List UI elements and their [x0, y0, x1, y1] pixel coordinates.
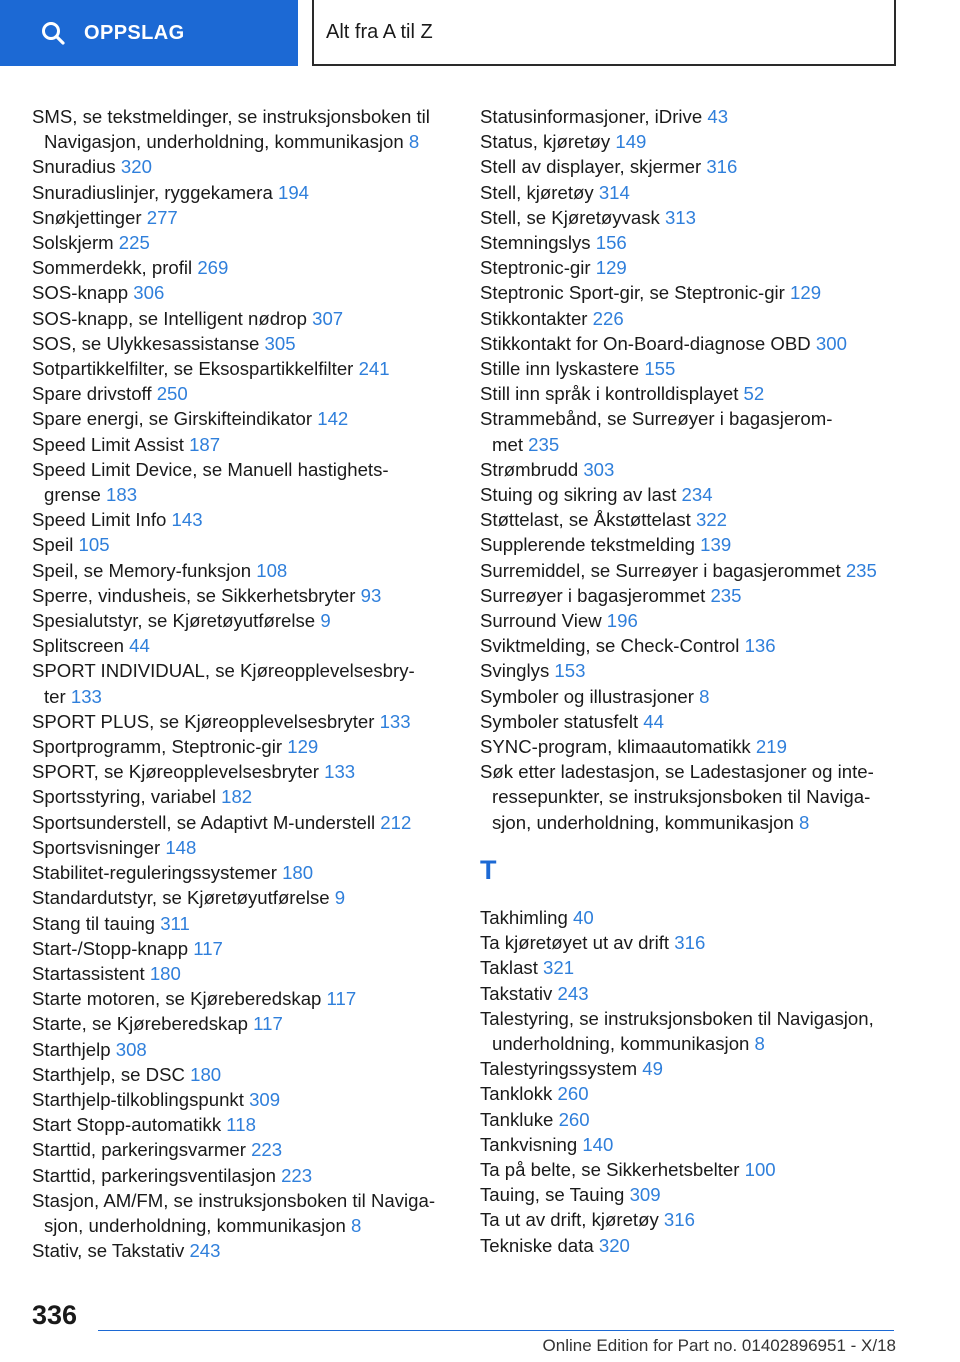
index-entry-text: SPORT, se Kjøreopplevelsesbryter	[32, 761, 319, 783]
index-entry-text: Speed Limit Device, se Manuell hastighets-	[32, 458, 389, 480]
page-link[interactable]: 49	[642, 1058, 663, 1080]
index-entry-text: Splitscreen	[32, 635, 124, 657]
index-entry	[480, 381, 910, 406]
index-entry	[32, 633, 472, 658]
index-entry-text: Snuradiuslinjer, ryggekamera	[32, 181, 273, 203]
index-entry	[32, 457, 472, 507]
index-entry	[480, 255, 910, 280]
page-link[interactable]: 243	[189, 1240, 221, 1262]
index-group-s	[480, 104, 910, 835]
page-link[interactable]: 118	[226, 1114, 256, 1136]
index-entry-text: Surreøyer i bagasjerommet	[480, 584, 706, 606]
index-entry-text: Takhimling	[480, 906, 568, 928]
index-entry-text: SOS-knapp	[32, 282, 129, 304]
index-entry-text: Stemningslys	[480, 232, 591, 254]
search-button[interactable]	[0, 0, 298, 66]
index-entry	[480, 583, 910, 608]
page-link[interactable]: 156	[595, 232, 627, 254]
index-entry-text: SOS-knapp, se Intelligent nødrop	[32, 307, 307, 329]
index-entry	[480, 230, 910, 255]
index-entry-text: Stell av displayer, skjermer	[480, 156, 702, 178]
index-entry-text: ressepunkter, se instruksjonsboken til Naviga-	[492, 786, 871, 808]
index-entry-text: Stell, se Kjøretøyvask	[480, 206, 660, 228]
search-icon	[40, 20, 66, 46]
page-link[interactable]: 129	[287, 736, 319, 758]
index-entry	[32, 1087, 472, 1112]
page-link[interactable]: 139	[700, 534, 732, 556]
index-entry-text: Starthjelp-tilkoblingspunkt	[32, 1088, 244, 1110]
index-entry	[480, 1006, 910, 1056]
index-entry-text: Steptronic-gir	[480, 257, 591, 279]
index-entry	[480, 1107, 910, 1132]
index-entry-text: Symboler statusfelt	[480, 710, 639, 732]
index-entry	[32, 356, 472, 381]
search-label: OPPSLAG	[84, 21, 185, 44]
index-entry	[32, 1137, 472, 1162]
index-entry-text: Stang til tauing	[32, 912, 156, 934]
index-entry	[32, 280, 472, 305]
index-entry-text: Sportsunderstell, se Adaptivt M-understell	[32, 811, 376, 833]
index-entry-text: Starthjelp	[32, 1038, 111, 1060]
index-entry	[480, 331, 910, 356]
index-entry-text: Speed Limit Info	[32, 509, 167, 531]
index-entry-text: Ta ut av drift, kjøretøy	[480, 1209, 659, 1231]
index-entry	[480, 1207, 910, 1232]
page-link[interactable]: 243	[557, 982, 589, 1004]
section-letter-heading: T	[480, 854, 497, 885]
index-entry	[32, 532, 472, 557]
page-link[interactable]: 320	[598, 1234, 630, 1256]
index-entry	[480, 1233, 910, 1258]
index-entry	[32, 759, 472, 784]
index-entry-text: Steptronic Sport-gir, se Steptronic-gir	[480, 282, 785, 304]
index-entry	[480, 457, 910, 482]
index-entry	[480, 482, 910, 507]
index-entry	[480, 1132, 910, 1157]
page-link[interactable]: 300	[815, 332, 847, 354]
page-link[interactable]: 148	[165, 836, 197, 858]
page-link[interactable]: 142	[317, 408, 349, 430]
page-number: 336	[32, 1300, 78, 1330]
index-entry	[32, 835, 472, 860]
page-link[interactable]: 100	[744, 1158, 776, 1180]
page-link[interactable]: 194	[277, 181, 310, 203]
page-link[interactable]: 117	[326, 988, 357, 1010]
index-column-right	[480, 104, 910, 1258]
index-entry-text: met	[492, 433, 523, 455]
index-entry-text: Startassistent	[32, 962, 145, 984]
index-entry-text: SYNC-program, klimaautomatikk	[480, 736, 751, 758]
index-entry-text: Solskjerm	[32, 232, 114, 254]
index-entry	[32, 230, 472, 255]
page-link[interactable]: 182	[221, 786, 253, 808]
index-entry-text: Spare energi, se Girskifteindikator	[32, 408, 313, 430]
page-link[interactable]: 277	[146, 206, 178, 228]
page-link[interactable]: 105	[78, 534, 110, 556]
page-link[interactable]: 322	[695, 509, 727, 531]
page-link[interactable]: 321	[543, 957, 575, 979]
index-entry-text: Symboler og illustrasjoner	[480, 685, 694, 707]
index-entry	[32, 154, 472, 179]
page-link[interactable]: 8	[754, 1032, 765, 1054]
page-link[interactable]: 149	[615, 131, 647, 153]
page-link[interactable]: 129	[595, 257, 627, 279]
page-link[interactable]: 219	[755, 736, 787, 758]
index-entry-text: Starttid, parkeringsvarmer	[32, 1139, 246, 1161]
index-entry	[480, 306, 910, 331]
index-entry	[32, 1011, 472, 1036]
index-entry-text: Stille inn lyskastere	[480, 358, 640, 380]
index-entry-text: Starthjelp, se DSC	[32, 1063, 185, 1085]
index-entry-text: Ta kjøretøyet ut av drift	[480, 932, 670, 954]
index-entry-text: Stasjon, AM/FM, se instruksjonsboken til Naviga-	[32, 1189, 436, 1211]
index-entry-text: Starte, se Kjøreberedskap	[32, 1013, 248, 1035]
index-entry	[480, 180, 910, 205]
page-link[interactable]: 8	[408, 131, 420, 153]
page-link[interactable]: 153	[554, 660, 586, 682]
index-entry	[32, 860, 472, 885]
index-entry-text: Start-/Stopp-knapp	[32, 937, 189, 959]
footer-divider	[98, 1330, 894, 1331]
section-title-tab[interactable]	[312, 0, 896, 66]
page-link[interactable]: 129	[790, 282, 822, 304]
index-entry-text: Tanklokk	[480, 1083, 553, 1105]
page-link[interactable]: 155	[644, 358, 676, 380]
index-entry-text: Speil, se Memory-funksjon	[32, 559, 252, 581]
index-entry-text: Spare drivstoff	[32, 383, 152, 405]
index-entry	[32, 255, 472, 280]
index-entry-text: Standardutstyr, se Kjøretøyutførelse	[32, 887, 330, 909]
index-entry-text: Søk etter ladestasjon, se Ladestasjoner og inte-	[480, 761, 874, 783]
index-entry-text: SPORT INDIVIDUAL, se Kjøreopplevelsesbry-	[32, 660, 415, 682]
index-entry	[480, 129, 910, 154]
index-entry	[480, 955, 910, 980]
page-link[interactable]: 313	[664, 206, 696, 228]
index-entry	[32, 507, 472, 532]
index-entry	[480, 608, 910, 633]
index-entry-text: Strømbrudd	[480, 458, 579, 480]
index-entry	[32, 1163, 472, 1188]
index-entry	[32, 406, 472, 431]
page-link[interactable]: 225	[118, 232, 150, 254]
page-link[interactable]: 223	[251, 1139, 283, 1161]
index-entry-text: Statusinformasjoner, iDrive	[480, 106, 703, 127]
index-entry	[480, 104, 910, 129]
index-entry-text: Starte motoren, se Kjøreberedskap	[32, 988, 322, 1010]
page-link[interactable]: 108	[256, 559, 288, 581]
index-entry-text: Stuing og sikring av last	[480, 484, 677, 506]
index-entry	[32, 1238, 472, 1263]
index-entry	[32, 180, 472, 205]
page-link[interactable]: 250	[156, 383, 188, 405]
page-link[interactable]: 305	[264, 332, 296, 354]
index-entry-text: grense	[44, 484, 101, 506]
index-entry	[480, 532, 910, 557]
index-entry	[32, 331, 472, 356]
index-entry-text: Stikkontakt for On-Board-diagnose OBD	[480, 332, 811, 354]
page-link[interactable]: 52	[743, 383, 765, 405]
index-entry	[480, 1081, 910, 1106]
index-entry	[32, 1112, 472, 1137]
index-entry	[480, 1157, 910, 1182]
index-entry	[32, 810, 472, 835]
index-entry-text: SPORT PLUS, se Kjøreopplevelsesbryter	[32, 710, 375, 732]
index-entry-text: Strammebånd, se Surreøyer i bagasjerom-	[480, 408, 833, 430]
index-column-left	[32, 104, 472, 1263]
index-entry	[480, 1182, 910, 1207]
index-entry	[32, 986, 472, 1011]
index-entry-text: Navigasjon, underholdning, kommunikasjon	[44, 131, 404, 153]
index-entry-text: Speed Limit Assist	[32, 433, 184, 455]
index-entry-text: SMS, se tekstmeldinger, se instruksjonsboken til	[32, 106, 430, 127]
index-entry-text: Surround View	[480, 610, 602, 632]
index-entry	[32, 104, 472, 154]
index-entry-text: Speil	[32, 534, 74, 556]
page-link[interactable]: 183	[106, 484, 138, 506]
index-entry-text: Talestyring, se instruksjonsboken til Navigasjon,	[480, 1007, 874, 1029]
page-link[interactable]: 9	[334, 887, 346, 909]
index-entry	[480, 154, 910, 179]
page-link[interactable]: 303	[583, 458, 615, 480]
index-entry-text: Takstativ	[480, 982, 553, 1004]
index-entry-text: Spesialutstyr, se Kjøretøyutførelse	[32, 610, 316, 632]
page-link[interactable]: 196	[606, 610, 638, 632]
index-entry	[32, 306, 472, 331]
page-link[interactable]: 44	[129, 635, 150, 657]
index-entry	[480, 507, 910, 532]
index-entry	[480, 905, 910, 930]
index-entry-text: Sportsstyring, variabel	[32, 786, 216, 808]
page-link[interactable]: 309	[629, 1184, 661, 1206]
index-entry	[480, 658, 910, 683]
page-link[interactable]: 269	[197, 257, 229, 279]
index-entry	[480, 930, 910, 955]
index-entry	[32, 558, 472, 583]
page-link[interactable]: 133	[324, 761, 356, 783]
page-link[interactable]: 180	[190, 1063, 222, 1085]
index-entry	[480, 558, 910, 583]
page-link[interactable]: 308	[115, 1038, 147, 1060]
page-link[interactable]: 234	[681, 484, 713, 506]
index-entry	[32, 734, 472, 759]
page-link[interactable]: 117	[193, 937, 223, 959]
index-entry-text: sjon, underholdning, kommunikasjon	[492, 811, 794, 833]
page-link[interactable]: 187	[189, 433, 221, 455]
page-link[interactable]: 117	[253, 1013, 283, 1035]
page-link[interactable]: 320	[120, 156, 152, 178]
index-entry-text: Stativ, se Takstativ	[32, 1240, 185, 1262]
index-entry-text: Tekniske data	[480, 1234, 594, 1256]
page-link[interactable]: 316	[663, 1209, 695, 1231]
index-entry	[32, 1062, 472, 1087]
index-entry-text: Sotpartikkelfilter, se Eksospartikkelfilter	[32, 358, 354, 380]
page-link[interactable]: 309	[249, 1088, 281, 1110]
index-entry	[32, 608, 472, 633]
page-link[interactable]: 8	[350, 1214, 362, 1236]
index-entry	[480, 709, 910, 734]
index-entry-text: sjon, underholdning, kommunikasjon	[44, 1214, 346, 1236]
index-entry-text: Still inn språk i kontrolldisplayet	[480, 383, 739, 405]
page-link[interactable]: 223	[281, 1164, 313, 1186]
page-link[interactable]: 180	[149, 962, 181, 984]
index-entry-text: Snuradius	[32, 156, 116, 178]
footer-edition-text: Online Edition for Part no. 01402896951 - X/18	[542, 1336, 896, 1355]
index-entry-text: Tauing, se Tauing	[480, 1184, 625, 1206]
page-link[interactable]: 226	[592, 307, 624, 329]
index-entry	[32, 583, 472, 608]
index-entry	[480, 684, 910, 709]
index-entry	[480, 205, 910, 230]
section-title: Alt fra A til Z	[326, 20, 433, 43]
index-entry	[480, 406, 910, 456]
index-entry	[480, 981, 910, 1006]
page-link[interactable]: 307	[312, 307, 344, 329]
page-link[interactable]: 311	[160, 912, 190, 934]
index-entry-text: Stabilitet-reguleringssystemer	[32, 862, 277, 884]
index-entry-text: SOS, se Ulykkesassistanse	[32, 332, 260, 354]
index-entry	[32, 885, 472, 910]
page-link[interactable]: 314	[598, 181, 630, 203]
index-entry	[32, 784, 472, 809]
index-entry-text: Sperre, vindusheis, se Sikkerhetsbryter	[32, 584, 356, 606]
index-entry-text: Supplerende tekstmelding	[480, 534, 695, 556]
index-entry-text: Status, kjøretøy	[480, 131, 611, 153]
index-entry-text: Stikkontakter	[480, 307, 588, 329]
index-entry	[32, 911, 472, 936]
page-link[interactable]: 136	[744, 635, 776, 657]
index-entry	[32, 936, 472, 961]
page-link[interactable]: 212	[380, 811, 412, 833]
index-entry-text: Ta på belte, se Sikkerhetsbelter	[480, 1158, 740, 1180]
page-link[interactable]: 235	[528, 433, 560, 455]
index-entry-text: Starttid, parkeringsventilasjon	[32, 1164, 276, 1186]
index-entry	[32, 205, 472, 230]
page-link[interactable]: 235	[710, 584, 742, 606]
page-link[interactable]: 260	[558, 1108, 590, 1130]
index-entry-text: Sportprogramm, Steptronic-gir	[32, 736, 283, 758]
index-entry-text: underholdning, kommunikasjon	[492, 1032, 750, 1054]
index-entry	[480, 356, 910, 381]
index-entry	[480, 734, 910, 759]
index-entry	[480, 759, 910, 835]
index-entry-text: Surremiddel, se Surreøyer i bagasjerommet	[480, 559, 841, 581]
index-entry	[32, 1037, 472, 1062]
index-entry-text: Taklast	[480, 957, 538, 979]
index-entry	[480, 280, 910, 305]
index-entry-text: Start Stopp-automatikk	[32, 1114, 222, 1136]
page-link[interactable]: 8	[699, 685, 710, 707]
index-entry-text: Svinglys	[480, 660, 550, 682]
index-entry-text: Snøkjettinger	[32, 206, 142, 228]
index-entry-text: Tankvisning	[480, 1133, 578, 1155]
index-entry-text: Tankluke	[480, 1108, 554, 1130]
index-entry-text: Talestyringssystem	[480, 1058, 638, 1080]
page-link[interactable]: 9	[320, 610, 331, 632]
index-group-t	[480, 905, 910, 1258]
page-link[interactable]: 316	[674, 932, 706, 954]
page-link[interactable]: 316	[706, 156, 738, 178]
page-link[interactable]: 180	[282, 862, 314, 884]
index-entry-text: Støttelast, se Åkstøttelast	[480, 509, 691, 531]
index-entry-text: Sportsvisninger	[32, 836, 161, 858]
index-entry-text: Sviktmelding, se Check-Control	[480, 635, 740, 657]
index-entry	[480, 1056, 910, 1081]
index-entry	[32, 1188, 472, 1238]
page-link[interactable]: 40	[573, 906, 594, 928]
index-entry	[32, 961, 472, 986]
index-entry-text: Sommerdekk, profil	[32, 257, 193, 279]
page-link[interactable]: 235	[845, 559, 877, 581]
index-entry	[32, 658, 472, 708]
page-link[interactable]: 43	[707, 106, 729, 127]
page-link[interactable]: 143	[171, 509, 203, 531]
page-link[interactable]: 8	[798, 811, 810, 833]
page-link[interactable]: 260	[557, 1083, 589, 1105]
page-link[interactable]: 133	[379, 710, 411, 732]
page-link[interactable]: 241	[358, 358, 390, 380]
index-entry	[480, 633, 910, 658]
page-link[interactable]: 133	[70, 685, 102, 707]
index-entry	[32, 381, 472, 406]
index-entry-text: Stell, kjøretøy	[480, 181, 594, 203]
index-entry-text: ter	[44, 685, 66, 707]
index-entry	[32, 432, 472, 457]
page-link[interactable]: 140	[582, 1133, 614, 1155]
page-link[interactable]: 306	[133, 282, 165, 304]
page-link[interactable]: 44	[643, 710, 664, 732]
page-link[interactable]: 93	[360, 584, 382, 606]
index-entry	[32, 709, 472, 734]
